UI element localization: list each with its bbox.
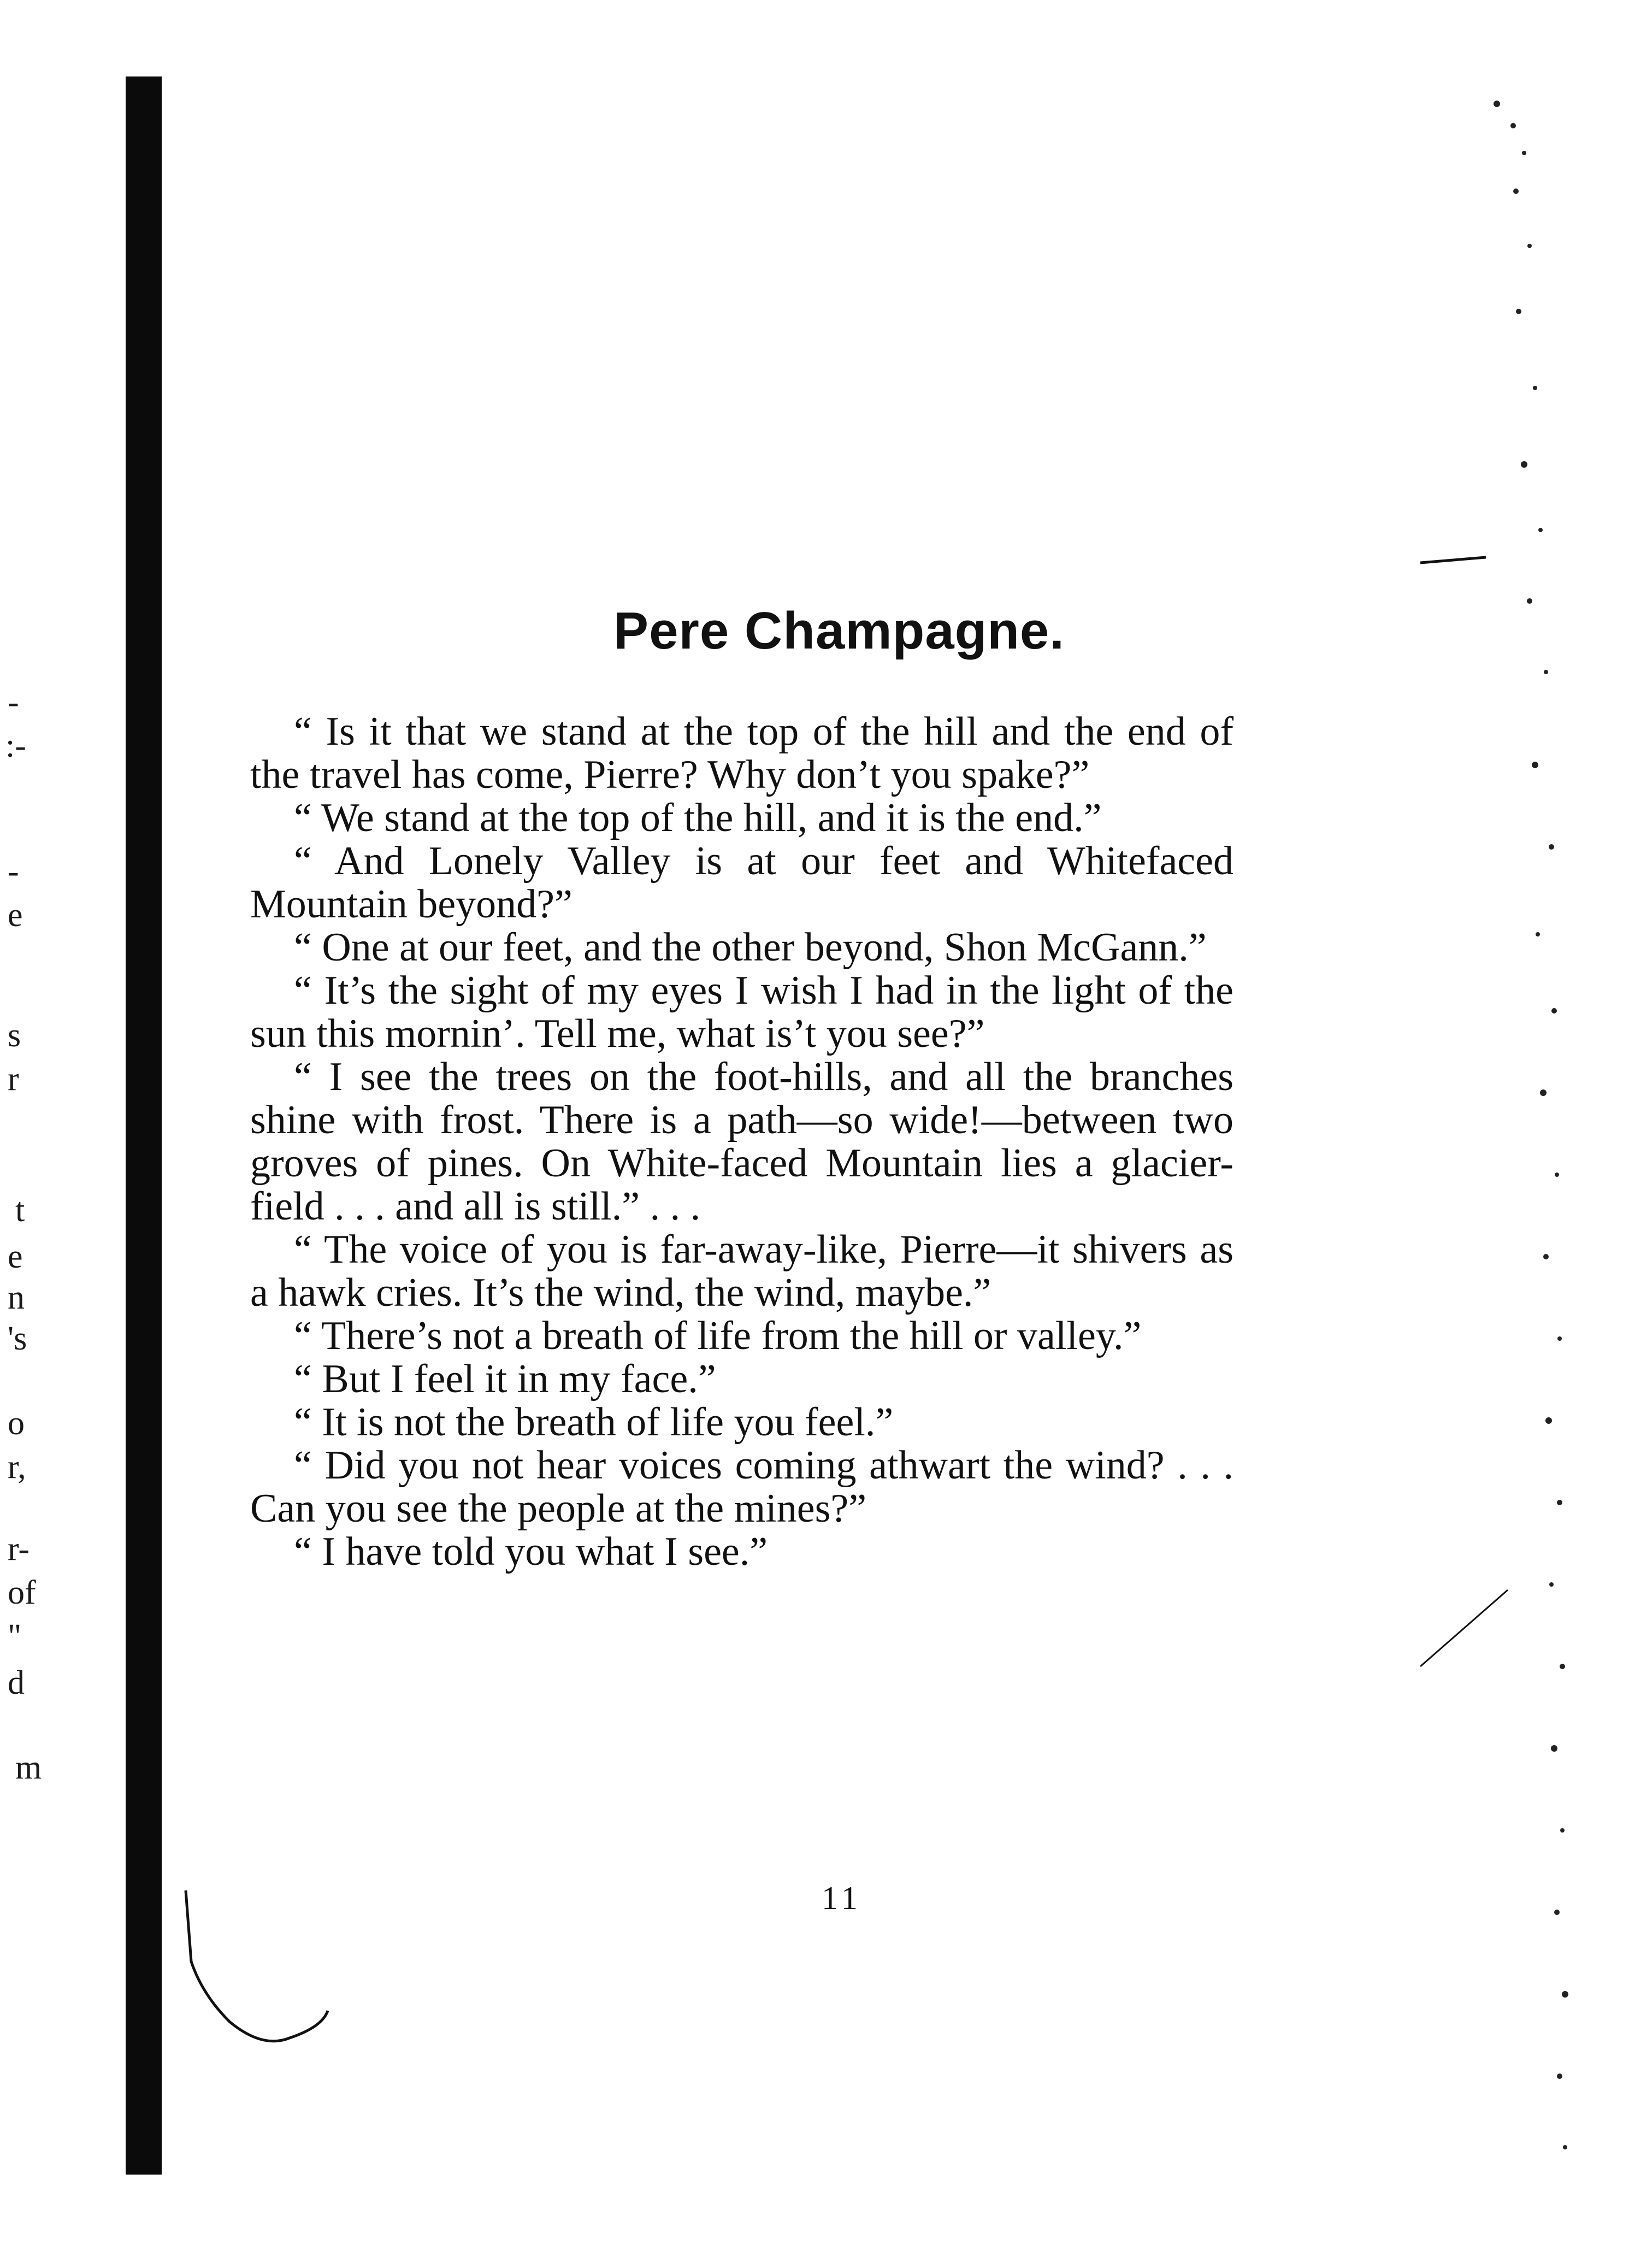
paragraph: “ It is not the breath of life you feel.” bbox=[294, 1400, 894, 1445]
body-text bbox=[250, 710, 1233, 1574]
bleed-letter: " bbox=[8, 1618, 22, 1655]
paragraph: “ And Lonely Valley is at our feet and Whitefaced Mountain beyond?” bbox=[250, 839, 1233, 927]
bleed-letter: r, bbox=[8, 1448, 26, 1486]
binding-shadow bbox=[126, 76, 162, 2175]
bleed-letter: r bbox=[8, 1061, 19, 1098]
paragraph: “ I have told you what I see.” bbox=[294, 1529, 768, 1574]
paragraph: “ I see the trees on the foot-hills, and all the branches shine with frost. There is a path—so wide!—between two groves of pines. On White-faced Mountain lies a glacier-field . . . and all is still.” . . . bbox=[250, 1055, 1233, 1229]
paragraph: “ Did you not hear voices coming athwart the wind? . . . Can you see the people at the mines?” bbox=[250, 1443, 1233, 1531]
bleed-letter: m bbox=[15, 1749, 42, 1786]
bleed-letter: :- bbox=[5, 727, 26, 764]
paragraph: “ It’s the sight of my eyes I wish I had in the light of the sun this mornin’. Tell me, what is’t you see?” bbox=[250, 968, 1233, 1056]
right-edge-speckle bbox=[1420, 82, 1584, 2185]
bleed-letter: e bbox=[8, 1238, 23, 1275]
paragraph: “ Is it that we stand at the top of the hill and the end of the travel has come, Pierre? Why don’t you spake?” bbox=[250, 709, 1233, 797]
bleed-letter: n bbox=[8, 1279, 25, 1316]
bleed-letter: t bbox=[15, 1192, 25, 1229]
paragraph: “ There’s not a breath of life from the hill or valley.” bbox=[294, 1313, 1142, 1358]
bleed-letter: 's bbox=[8, 1320, 27, 1357]
page-number: 11 bbox=[822, 1880, 862, 1916]
bleed-letter: of bbox=[8, 1574, 36, 1611]
bleed-letter: d bbox=[8, 1664, 25, 1701]
paragraph: “ The voice of you is far-away-like, Pierre—it shivers as a hawk cries. It’s the wind, the wind, maybe.” bbox=[250, 1227, 1233, 1315]
bleed-letter: r- bbox=[8, 1530, 30, 1568]
speckle-graphic bbox=[1420, 82, 1584, 2185]
bleed-letter: - bbox=[8, 684, 19, 721]
facing-page-bleed bbox=[0, 0, 109, 2268]
bleed-letter: e bbox=[8, 897, 23, 934]
paragraph: “ But I feel it in my face.” bbox=[294, 1357, 716, 1401]
bleed-letter: s bbox=[8, 1017, 21, 1054]
bleed-letter: o bbox=[8, 1405, 25, 1442]
pencil-scribble-mark bbox=[180, 1885, 361, 2060]
paragraph: “ We stand at the top of the hill, and it is the end.” bbox=[294, 796, 1102, 840]
bleed-letter: - bbox=[8, 853, 19, 890]
chapter-title: Pere Champagne. bbox=[613, 602, 1065, 660]
paragraph: “ One at our feet, and the other beyond, Shon McGann.” bbox=[294, 925, 1207, 970]
